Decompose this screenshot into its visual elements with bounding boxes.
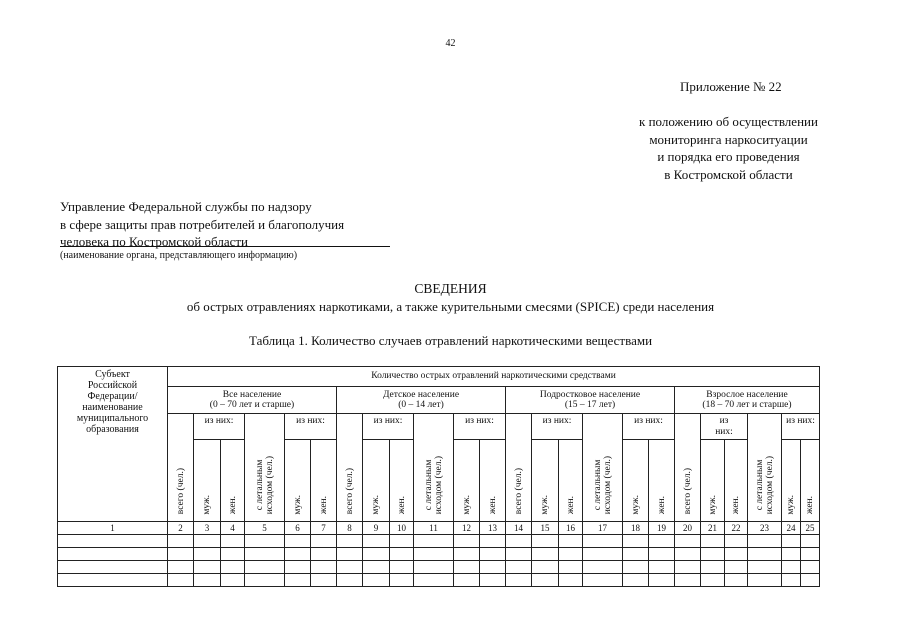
data-cell[interactable] — [414, 548, 454, 561]
of-them-line: них: — [715, 426, 733, 437]
data-cell[interactable] — [454, 574, 480, 587]
document-subheading: об острых отравлениях наркотиками, а также курительными смесями (SPICE) среди населения — [186, 299, 715, 314]
col-male-label: муж. — [786, 494, 796, 515]
col-female — [649, 440, 675, 522]
empty-data-row — [58, 561, 820, 574]
data-cell[interactable] — [480, 561, 506, 574]
poisoning-table-wrapper — [57, 366, 820, 587]
data-cell[interactable] — [480, 574, 506, 587]
data-cell[interactable] — [337, 561, 363, 574]
data-cell[interactable] — [454, 561, 480, 574]
data-cell[interactable] — [454, 535, 480, 548]
data-cell[interactable] — [194, 561, 221, 574]
data-cell[interactable] — [701, 574, 725, 587]
page-number: 42 — [445, 38, 456, 49]
data-cell[interactable] — [782, 561, 801, 574]
data-cell[interactable] — [782, 535, 801, 548]
subject-header-line: Федерации/ — [87, 391, 138, 402]
group-header-all — [168, 387, 337, 414]
data-cell[interactable] — [194, 548, 221, 561]
col-male — [363, 440, 390, 522]
col-male-label: муж. — [461, 494, 472, 515]
poisoning-table — [57, 366, 820, 587]
data-cell[interactable] — [782, 574, 801, 587]
data-cell[interactable] — [363, 535, 390, 548]
data-cell[interactable] — [583, 561, 623, 574]
of-them-header: из них: — [285, 414, 337, 440]
column-number: 15 — [532, 522, 559, 535]
data-cell[interactable] — [390, 561, 414, 574]
data-cell[interactable] — [414, 561, 454, 574]
col-female — [801, 440, 820, 522]
data-cell[interactable] — [221, 574, 245, 587]
of-them-line: из — [719, 416, 729, 426]
col-female — [311, 440, 337, 522]
group-age: (0 – 70 лет и старше) — [209, 400, 295, 410]
data-cell[interactable] — [782, 548, 801, 561]
col-male-label: муж. — [202, 494, 212, 515]
data-cell[interactable] — [245, 561, 285, 574]
appendix-title: Приложение № 22 — [680, 79, 782, 94]
data-cell[interactable] — [623, 561, 649, 574]
col-female-label: жен. — [318, 496, 329, 515]
col-male-label: муж. — [707, 494, 718, 515]
data-cell[interactable] — [390, 535, 414, 548]
col-lethal-line: исходом (чел.) — [602, 456, 613, 515]
subject-header — [58, 367, 168, 522]
column-number: 18 — [623, 522, 649, 535]
col-total — [506, 414, 532, 522]
data-cell[interactable] — [168, 535, 194, 548]
col-female-label: жен. — [396, 496, 407, 515]
empty-data-row — [58, 574, 820, 587]
data-cell[interactable] — [337, 574, 363, 587]
data-cell[interactable] — [801, 561, 820, 574]
col-lethal-line: исходом (чел.) — [433, 456, 444, 515]
group-title: Подростковое население — [539, 389, 641, 400]
data-cell[interactable] — [675, 574, 701, 587]
col-total — [337, 414, 363, 522]
organization-line: человека по Костромской области — [60, 234, 248, 249]
data-cell[interactable] — [649, 574, 675, 587]
col-total-label: всего (чел.) — [682, 468, 693, 515]
col-lethal-line: с летальным — [592, 460, 603, 511]
data-cell[interactable] — [168, 574, 194, 587]
column-number: 1 — [58, 522, 168, 535]
data-cell[interactable] — [559, 535, 583, 548]
data-cell[interactable] — [221, 561, 245, 574]
col-male-label: муж. — [540, 494, 550, 515]
subject-header-line: Российской — [87, 380, 138, 391]
data-cell[interactable] — [623, 574, 649, 587]
data-cell[interactable] — [414, 574, 454, 587]
data-cell[interactable] — [583, 535, 623, 548]
col-male — [532, 440, 559, 522]
data-cell[interactable] — [649, 561, 675, 574]
col-lethal-label — [255, 456, 275, 514]
data-cell[interactable] — [748, 535, 782, 548]
data-cell[interactable] — [168, 561, 194, 574]
data-cell[interactable] — [221, 535, 245, 548]
subject-header-line: образования — [86, 424, 139, 435]
col-lethal-label — [424, 456, 444, 514]
main-header: Количество острых отравлений наркотическими средствами — [168, 367, 820, 387]
column-number: 19 — [649, 522, 675, 535]
regulation-line: мониторинга наркоситуации — [649, 131, 808, 147]
col-total — [675, 414, 701, 522]
data-cell[interactable] — [725, 574, 748, 587]
document-heading: СВЕДЕНИЯ — [414, 281, 487, 296]
group-header-teens — [506, 387, 675, 414]
col-lethal-line: с летальным — [423, 460, 434, 511]
regulation-line: к положению об осуществлении — [639, 114, 818, 129]
data-cell[interactable] — [454, 548, 480, 561]
col-lethal — [748, 414, 782, 522]
column-number: 20 — [675, 522, 701, 535]
subject-header-line: муниципального — [76, 413, 149, 424]
organization-line: Управление Федеральной службы по надзору — [60, 199, 312, 214]
column-number: 9 — [363, 522, 390, 535]
col-lethal-line: с летальным — [754, 460, 765, 511]
data-cell[interactable] — [168, 548, 194, 561]
col-male — [782, 440, 801, 522]
col-female — [390, 440, 414, 522]
data-cell[interactable] — [532, 561, 559, 574]
col-lethal — [583, 414, 623, 522]
column-number: 2 — [168, 522, 194, 535]
subject-header-line: Субъект — [95, 369, 130, 380]
data-cell[interactable] — [801, 548, 820, 561]
data-cell[interactable] — [725, 561, 748, 574]
data-cell[interactable] — [506, 561, 532, 574]
organization-name — [60, 198, 344, 251]
data-cell[interactable] — [583, 574, 623, 587]
group-age: (0 – 14 лет) — [398, 400, 444, 410]
data-cell[interactable] — [532, 535, 559, 548]
column-number: 25 — [801, 522, 820, 535]
data-cell[interactable] — [390, 574, 414, 587]
data-cell[interactable] — [58, 548, 168, 561]
column-number-row — [58, 522, 820, 535]
data-cell[interactable] — [337, 548, 363, 561]
data-cell[interactable] — [311, 548, 337, 561]
group-header-children — [337, 387, 506, 414]
col-male — [285, 440, 311, 522]
col-male-label: муж. — [371, 494, 381, 515]
organization-line: в сфере защиты прав потребителей и благополучия — [60, 216, 345, 232]
data-cell[interactable] — [583, 548, 623, 561]
column-number: 8 — [337, 522, 363, 535]
col-total-label: всего (чел.) — [175, 468, 186, 515]
col-female — [725, 440, 748, 522]
column-number: 7 — [311, 522, 337, 535]
data-cell[interactable] — [194, 535, 221, 548]
column-number: 24 — [782, 522, 801, 535]
data-cell[interactable] — [221, 548, 245, 561]
col-total-label: всего (чел.) — [513, 468, 524, 515]
column-number: 11 — [414, 522, 454, 535]
column-number: 12 — [454, 522, 480, 535]
column-number: 16 — [559, 522, 583, 535]
data-cell[interactable] — [725, 548, 748, 561]
col-female — [559, 440, 583, 522]
col-total-label: всего (чел.) — [344, 468, 355, 515]
data-cell[interactable] — [58, 535, 168, 548]
data-cell[interactable] — [245, 548, 285, 561]
data-cell[interactable] — [675, 561, 701, 574]
col-male — [701, 440, 725, 522]
col-lethal-line: исходом (чел.) — [764, 456, 775, 515]
col-female-label: жен. — [227, 496, 238, 515]
col-female-label: жен. — [487, 496, 498, 515]
data-cell[interactable] — [285, 548, 311, 561]
data-cell[interactable] — [363, 574, 390, 587]
col-lethal — [245, 414, 285, 522]
data-cell[interactable] — [311, 561, 337, 574]
data-cell[interactable] — [649, 535, 675, 548]
data-cell[interactable] — [285, 535, 311, 548]
data-cell[interactable] — [337, 535, 363, 548]
data-cell[interactable] — [623, 548, 649, 561]
empty-data-row — [58, 548, 820, 561]
regulation-line: в Костромской области — [664, 166, 793, 182]
of-them-header: из них: — [782, 414, 820, 440]
data-cell[interactable] — [675, 548, 701, 561]
data-cell[interactable] — [559, 548, 583, 561]
col-lethal-label — [755, 456, 775, 514]
data-cell[interactable] — [559, 574, 583, 587]
data-cell[interactable] — [414, 535, 454, 548]
data-cell[interactable] — [58, 561, 168, 574]
col-female — [221, 440, 245, 522]
col-lethal-line: исходом (чел.) — [264, 456, 275, 515]
data-cell[interactable] — [506, 574, 532, 587]
data-cell[interactable] — [748, 548, 782, 561]
col-female — [480, 440, 506, 522]
data-cell[interactable] — [311, 574, 337, 587]
regulation-line: и порядка его проведения — [657, 149, 800, 164]
col-total — [168, 414, 194, 522]
data-cell[interactable] — [725, 535, 748, 548]
data-cell[interactable] — [701, 548, 725, 561]
col-male — [454, 440, 480, 522]
of-them-header — [701, 414, 748, 440]
column-number: 22 — [725, 522, 748, 535]
organization-underline — [60, 246, 390, 247]
col-lethal — [414, 414, 454, 522]
group-header-adults — [675, 387, 820, 414]
data-cell[interactable] — [285, 574, 311, 587]
col-male-label: муж. — [630, 494, 641, 515]
data-cell[interactable] — [801, 574, 820, 587]
data-cell[interactable] — [701, 561, 725, 574]
group-title: Детское население — [382, 389, 460, 400]
col-female-label: жен. — [805, 496, 815, 515]
data-cell[interactable] — [363, 548, 390, 561]
column-number: 21 — [701, 522, 725, 535]
table-title: Таблица 1. Количество случаев отравлений наркотическими веществами — [248, 333, 653, 348]
data-cell[interactable] — [506, 535, 532, 548]
column-number: 14 — [506, 522, 532, 535]
of-them-header: из них: — [623, 414, 675, 440]
data-cell[interactable] — [363, 561, 390, 574]
data-cell[interactable] — [390, 548, 414, 561]
column-number: 6 — [285, 522, 311, 535]
column-number: 3 — [194, 522, 221, 535]
group-title: Все население — [222, 389, 282, 400]
empty-data-row — [58, 535, 820, 548]
col-male-label: муж. — [292, 494, 303, 515]
data-cell[interactable] — [194, 574, 221, 587]
col-female-label: жен. — [656, 496, 667, 515]
data-cell[interactable] — [532, 574, 559, 587]
data-cell[interactable] — [748, 574, 782, 587]
data-cell[interactable] — [623, 535, 649, 548]
col-female-label: жен. — [565, 496, 576, 515]
col-lethal-label — [593, 456, 613, 514]
data-cell[interactable] — [480, 548, 506, 561]
organization-note: (наименование органа, представляющего информацию) — [60, 250, 298, 261]
of-them-header: из них: — [532, 414, 583, 440]
data-cell[interactable] — [532, 548, 559, 561]
data-cell[interactable] — [311, 535, 337, 548]
col-female-label: жен. — [731, 496, 741, 515]
data-cell[interactable] — [701, 535, 725, 548]
of-them-header: из них: — [454, 414, 506, 440]
data-cell[interactable] — [245, 574, 285, 587]
data-cell[interactable] — [480, 535, 506, 548]
group-age: (18 – 70 лет и старше) — [702, 400, 792, 410]
data-cell[interactable] — [649, 548, 675, 561]
data-cell[interactable] — [748, 561, 782, 574]
subject-header-line: наименование — [82, 402, 143, 413]
group-age: (15 – 17 лет) — [564, 400, 616, 410]
column-number: 10 — [390, 522, 414, 535]
column-number: 23 — [748, 522, 782, 535]
col-male — [194, 440, 221, 522]
col-lethal-line: с летальным — [254, 460, 265, 511]
appendix-regulation — [600, 113, 857, 183]
column-number: 4 — [221, 522, 245, 535]
data-cell[interactable] — [675, 535, 701, 548]
data-cell[interactable] — [285, 561, 311, 574]
column-number: 17 — [583, 522, 623, 535]
column-number: 13 — [480, 522, 506, 535]
of-them-header: из них: — [194, 414, 245, 440]
data-cell[interactable] — [801, 535, 820, 548]
column-number: 5 — [245, 522, 285, 535]
col-male — [623, 440, 649, 522]
data-cell[interactable] — [245, 535, 285, 548]
data-cell[interactable] — [559, 561, 583, 574]
data-cell[interactable] — [58, 574, 168, 587]
group-title: Взрослое население — [706, 389, 788, 400]
data-cell[interactable] — [506, 548, 532, 561]
of-them-header: из них: — [363, 414, 414, 440]
